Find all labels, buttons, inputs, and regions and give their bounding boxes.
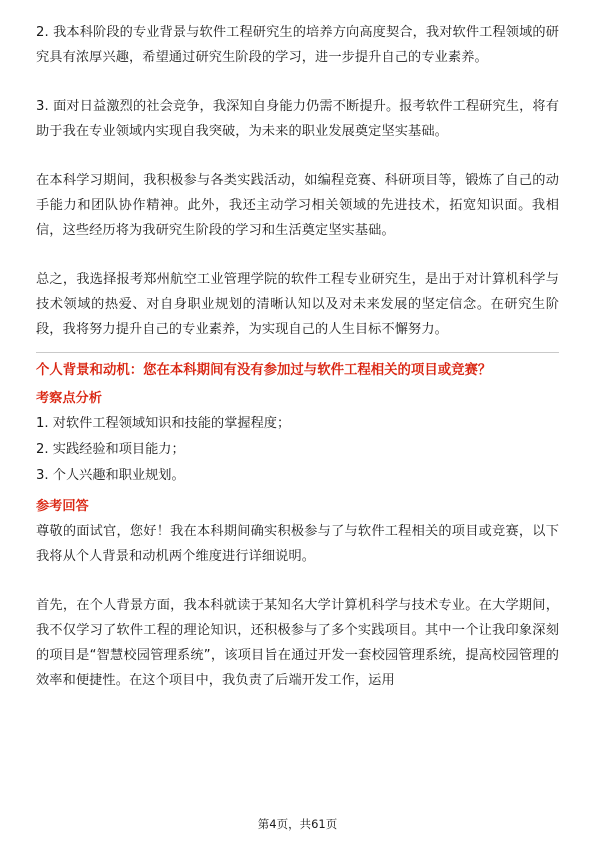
analysis-points-list: [36, 411, 559, 489]
page-number-footer: 第4页，共61页: [257, 817, 338, 831]
answer-paragraph-background: 首先，在个人背景方面，我本科就读于某知名大学计算机科学与技术专业。在大学期间，我不仅学习了软件工程的理论知识，还积极参与了多个实践项目。其中一个让我印象深刻的项目是“智慧校园管理系统”，该项目旨在通过开发一套校园管理系统，提高校园管理的效率和便捷性。在这个项目中，我负责了后端开发工作，运用: [36, 598, 559, 688]
analysis-point: 3. 个人兴趣和职业规划。: [36, 468, 185, 483]
paragraph-conclusion: 总之，我选择报考郑州航空工业管理学院的软件工程专业研究生，是出于对计算机科学与技术领域的热爱、对自身职业规划的清晰认知以及对未来发展的坚定信念。在研究生阶段，我将努力提升自己的专业素养，为实现自己的人生目标不懈努力。: [36, 272, 559, 337]
answer-heading: 参考回答: [36, 499, 89, 514]
paragraph-reason-3: 3. 面对日益激烈的社会竞争，我深知自身能力仍需不断提升。报考软件工程研究生，将有助于我在专业领域内实现自我突破，为未来的职业发展奠定坚实基础。: [36, 99, 559, 139]
analysis-point: 2. 实践经验和项目能力；: [36, 442, 185, 457]
analysis-heading: 考察点分析: [36, 391, 102, 406]
analysis-point: 1. 对软件工程领域知识和技能的掌握程度；: [36, 416, 291, 431]
page-content: [36, 20, 559, 693]
paragraph-practice: 在本科学习期间，我积极参与各类实践活动，如编程竞赛、科研项目等，锻炼了自己的动手能力和团队协作精神。此外，我还主动学习相关领域的先进技术，拓宽知识面。我相信，这些经历将为我研究生阶段的学习和生活奠定坚实基础。: [36, 173, 559, 238]
paragraph-reason-2: 2. 我本科阶段的专业背景与软件工程研究生的培养方向高度契合，我对软件工程领域的研究具有浓厚兴趣，希望通过研究生阶段的学习，进一步提升自己的专业素养。: [36, 25, 559, 65]
question-title: 个人背景和动机：您在本科期间有没有参加过与软件工程相关的项目或竞赛？: [36, 363, 492, 378]
section-divider: [36, 352, 559, 353]
answer-paragraph-intro: 尊敬的面试官，您好！我在本科期间确实积极参与了与软件工程相关的项目或竞赛，以下我将从个人背景和动机两个维度进行详细说明。: [36, 524, 559, 564]
